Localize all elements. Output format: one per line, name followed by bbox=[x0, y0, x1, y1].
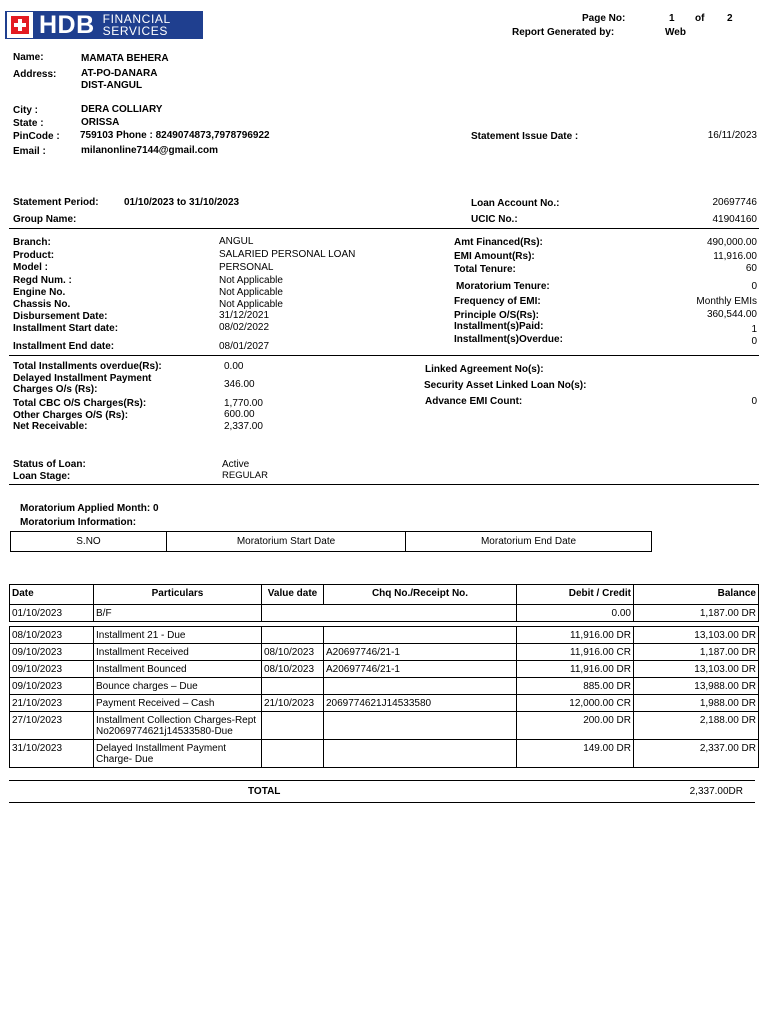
branch-label: Branch: bbox=[13, 237, 51, 248]
loan-status-label: Status of Loan: bbox=[13, 459, 86, 470]
moratorium-col-sno: S.NO bbox=[11, 532, 167, 552]
advance-emi-value: 0 bbox=[751, 396, 757, 407]
installments-overdue-rs-label: Total Installments overdue(Rs): bbox=[13, 361, 162, 372]
row-date: 21/10/2023 bbox=[10, 695, 94, 712]
row-date: 09/10/2023 bbox=[10, 678, 94, 695]
row-date: 27/10/2023 bbox=[10, 712, 94, 740]
chassis-no-value: Not Applicable bbox=[219, 299, 283, 310]
row-balance: 2,337.00 DR bbox=[634, 740, 759, 768]
amt-financed-value: 490,000.00 bbox=[706, 237, 757, 248]
moratorium-information-label: Moratorium Information: bbox=[20, 517, 137, 528]
row-value-date bbox=[262, 678, 324, 695]
row-balance: 1,187.00 DR bbox=[634, 644, 759, 661]
col-balance: Balance bbox=[634, 585, 759, 605]
row-date: 01/10/2023 bbox=[10, 605, 94, 622]
principle-os-value: 360,544.00 bbox=[706, 309, 757, 320]
installments-overdue-rs-value: 0.00 bbox=[224, 361, 244, 372]
linked-agreement-label: Linked Agreement No(s): bbox=[425, 364, 544, 375]
transactions-header-row bbox=[10, 585, 759, 605]
row-debit-credit: 149.00 DR bbox=[517, 740, 634, 768]
disbursement-date-value: 31/12/2021 bbox=[219, 310, 270, 321]
row-balance: 13,988.00 DR bbox=[634, 678, 759, 695]
cbc-charges-value: 1,770.00 bbox=[224, 398, 263, 409]
logo-brand: HDB bbox=[39, 10, 95, 39]
row-debit-credit: 12,000.00 CR bbox=[517, 695, 634, 712]
row-date: 31/10/2023 bbox=[10, 740, 94, 768]
row-chq-receipt bbox=[324, 627, 517, 644]
advance-emi-label: Advance EMI Count: bbox=[425, 396, 523, 407]
report-generated-value: Web bbox=[665, 27, 686, 38]
row-chq-receipt: A20697746/21-1 bbox=[324, 644, 517, 661]
cbc-charges-label: Total CBC O/S Charges(Rs): bbox=[13, 398, 147, 409]
col-particulars: Particulars bbox=[94, 585, 262, 605]
disbursement-date-label: Disbursement Date: bbox=[13, 311, 108, 322]
row-debit-credit: 11,916.00 CR bbox=[517, 644, 634, 661]
col-debit-credit: Debit / Credit bbox=[517, 585, 634, 605]
security-asset-label: Security Asset Linked Loan No(s): bbox=[424, 380, 587, 391]
table-row bbox=[10, 661, 759, 678]
hdb-logo-mark-icon bbox=[7, 12, 33, 38]
col-date: Date bbox=[10, 585, 94, 605]
moratorium-tenure-label: Moratorium Tenure: bbox=[456, 281, 550, 292]
state-label: State : bbox=[13, 118, 44, 129]
table-row bbox=[10, 678, 759, 695]
moratorium-tenure-value: 0 bbox=[751, 281, 757, 292]
product-value: SALARIED PERSONAL LOAN bbox=[219, 249, 356, 260]
row-particulars: Installment Received bbox=[94, 644, 262, 661]
row-value-date: 08/10/2023 bbox=[262, 661, 324, 678]
logo-line2: SERVICES bbox=[102, 24, 168, 38]
divider bbox=[9, 228, 759, 229]
divider bbox=[9, 355, 759, 356]
installments-paid-value: 1 bbox=[751, 324, 757, 335]
report-generated-label: Report Generated by: bbox=[512, 27, 615, 38]
emi-amount-value: 11,916.00 bbox=[713, 251, 757, 262]
row-particulars: Bounce charges – Due bbox=[94, 678, 262, 695]
ucic-label: UCIC No.: bbox=[471, 214, 518, 225]
total-value: 2,337.00DR bbox=[689, 786, 743, 797]
installment-start-value: 08/02/2022 bbox=[219, 322, 270, 333]
transactions-table bbox=[9, 584, 759, 768]
row-balance: 1,187.00 DR bbox=[634, 605, 759, 622]
principle-os-label: Principle O/S(Rs): bbox=[454, 310, 540, 321]
row-value-date bbox=[262, 740, 324, 768]
ucic-no: 41904160 bbox=[712, 214, 757, 225]
delayed-payment-value: 346.00 bbox=[224, 379, 255, 390]
row-particulars: Installment Collection Charges-Rept No2069774621j14533580-Due bbox=[94, 712, 262, 740]
branch-value: ANGUL bbox=[219, 236, 254, 247]
installment-end-value: 08/01/2027 bbox=[219, 341, 270, 352]
row-chq-receipt bbox=[324, 740, 517, 768]
pincode-phone: 759103 Phone : 8249074873,7978796922 bbox=[80, 130, 270, 141]
row-value-date: 08/10/2023 bbox=[262, 644, 324, 661]
row-date: 09/10/2023 bbox=[10, 644, 94, 661]
row-balance: 1,988.00 DR bbox=[634, 695, 759, 712]
total-tenure-value: 60 bbox=[745, 263, 757, 274]
table-row bbox=[10, 712, 759, 740]
col-chq-receipt: Chq No./Receipt No. bbox=[324, 585, 517, 605]
loan-stage-value: REGULAR bbox=[222, 470, 268, 481]
amt-financed-label: Amt Financed(Rs): bbox=[454, 237, 543, 248]
address-line-2: DIST-ANGUL bbox=[81, 80, 143, 91]
net-receivable-value: 2,337.00 bbox=[224, 421, 263, 432]
row-date: 08/10/2023 bbox=[10, 627, 94, 644]
row-empty bbox=[262, 605, 517, 622]
page-of-label: of bbox=[695, 13, 705, 24]
total-label: TOTAL bbox=[248, 786, 281, 797]
row-chq-receipt: 2069774621J14533580 bbox=[324, 695, 517, 712]
delayed-payment-label-2: Charges O/s (Rs): bbox=[13, 384, 98, 395]
group-name-label: Group Name: bbox=[13, 214, 77, 225]
row-particulars: Installment Bounced bbox=[94, 661, 262, 678]
row-value-date bbox=[262, 712, 324, 740]
installment-start-label: Installment Start date: bbox=[13, 323, 119, 334]
row-particulars: Delayed Installment Payment Charge- Due bbox=[94, 740, 262, 768]
statement-period-label: Statement Period: bbox=[13, 197, 99, 208]
address-line-1: AT-PO-DANARA bbox=[81, 68, 158, 79]
installments-overdue-label: Installment(s)Overdue: bbox=[454, 334, 563, 345]
regd-num-label: Regd Num. : bbox=[13, 275, 72, 286]
loan-status-value: Active bbox=[222, 459, 250, 470]
table-row-opening bbox=[10, 605, 759, 622]
other-charges-label: Other Charges O/S (Rs): bbox=[13, 410, 129, 421]
row-particulars: Installment 21 - Due bbox=[94, 627, 262, 644]
city: DERA COLLIARY bbox=[81, 104, 163, 115]
total-tenure-label: Total Tenure: bbox=[454, 264, 516, 275]
frequency-emi-label: Frequency of EMI: bbox=[454, 296, 541, 307]
row-value-date bbox=[262, 627, 324, 644]
divider bbox=[9, 484, 759, 485]
page-no: 1 bbox=[669, 13, 675, 24]
hdb-logo bbox=[5, 11, 203, 39]
row-chq-receipt: A20697746/21-1 bbox=[324, 661, 517, 678]
row-debit-credit: 11,916.00 DR bbox=[517, 661, 634, 678]
delayed-payment-label-1: Delayed Installment Payment bbox=[13, 373, 152, 384]
row-particulars: B/F bbox=[94, 605, 262, 622]
chassis-no-label: Chassis No. bbox=[13, 299, 71, 310]
loan-stage-label: Loan Stage: bbox=[13, 471, 71, 482]
moratorium-applied-month: Moratorium Applied Month: 0 bbox=[20, 503, 159, 514]
row-balance: 13,103.00 DR bbox=[634, 627, 759, 644]
row-debit-credit: 200.00 DR bbox=[517, 712, 634, 740]
address-label: Address: bbox=[13, 69, 57, 80]
total-bottom-rule bbox=[9, 802, 755, 803]
loan-account-no: 20697746 bbox=[712, 197, 757, 208]
installments-paid-label: Installment(s)Paid: bbox=[454, 321, 544, 332]
state: ORISSA bbox=[81, 117, 120, 128]
row-debit-credit: 885.00 DR bbox=[517, 678, 634, 695]
city-label: City : bbox=[13, 105, 38, 116]
table-row bbox=[10, 695, 759, 712]
engine-no-value: Not Applicable bbox=[219, 287, 283, 298]
statement-issue-date: 16/11/2023 bbox=[707, 130, 757, 141]
installment-end-label: Installment End date: bbox=[13, 341, 115, 352]
email-label: Email : bbox=[13, 146, 46, 157]
row-balance: 13,103.00 DR bbox=[634, 661, 759, 678]
table-row bbox=[10, 627, 759, 644]
model-label: Model : bbox=[13, 262, 48, 273]
statement-issue-label: Statement Issue Date : bbox=[471, 131, 579, 142]
row-debit-credit: 0.00 bbox=[517, 605, 634, 622]
row-date: 09/10/2023 bbox=[10, 661, 94, 678]
engine-no-label: Engine No. bbox=[13, 287, 66, 298]
customer-name: MAMATA BEHERA bbox=[81, 53, 169, 64]
installments-overdue-value: 0 bbox=[751, 336, 757, 347]
product-label: Product: bbox=[13, 250, 55, 261]
frequency-emi-value: Monthly EMIs bbox=[696, 296, 757, 307]
logo-line1: FINANCIAL bbox=[102, 12, 171, 26]
emi-amount-label: EMI Amount(Rs): bbox=[454, 251, 535, 262]
model-value: PERSONAL bbox=[219, 262, 274, 273]
moratorium-col-start: Moratorium Start Date bbox=[167, 532, 406, 552]
row-value-date: 21/10/2023 bbox=[262, 695, 324, 712]
page-no-label: Page No: bbox=[582, 13, 626, 24]
row-chq-receipt bbox=[324, 678, 517, 695]
net-receivable-label: Net Receivable: bbox=[13, 421, 88, 432]
other-charges-value: 600.00 bbox=[224, 409, 255, 420]
statement-period: 01/10/2023 to 31/10/2023 bbox=[124, 197, 240, 208]
row-balance: 2,188.00 DR bbox=[634, 712, 759, 740]
pincode-label: PinCode : bbox=[13, 131, 60, 142]
email: milanonline7144@gmail.com bbox=[81, 145, 219, 156]
page-total: 2 bbox=[727, 13, 733, 24]
moratorium-col-end: Moratorium End Date bbox=[406, 532, 652, 552]
row-debit-credit: 11,916.00 DR bbox=[517, 627, 634, 644]
regd-num-value: Not Applicable bbox=[219, 275, 283, 286]
moratorium-table bbox=[10, 531, 652, 552]
col-value-date: Value date bbox=[262, 585, 324, 605]
row-particulars: Payment Received – Cash bbox=[94, 695, 262, 712]
table-row bbox=[10, 740, 759, 768]
table-row bbox=[10, 644, 759, 661]
total-top-rule bbox=[9, 780, 755, 781]
name-label: Name: bbox=[13, 52, 44, 63]
loan-account-label: Loan Account No.: bbox=[471, 198, 560, 209]
row-chq-receipt bbox=[324, 712, 517, 740]
